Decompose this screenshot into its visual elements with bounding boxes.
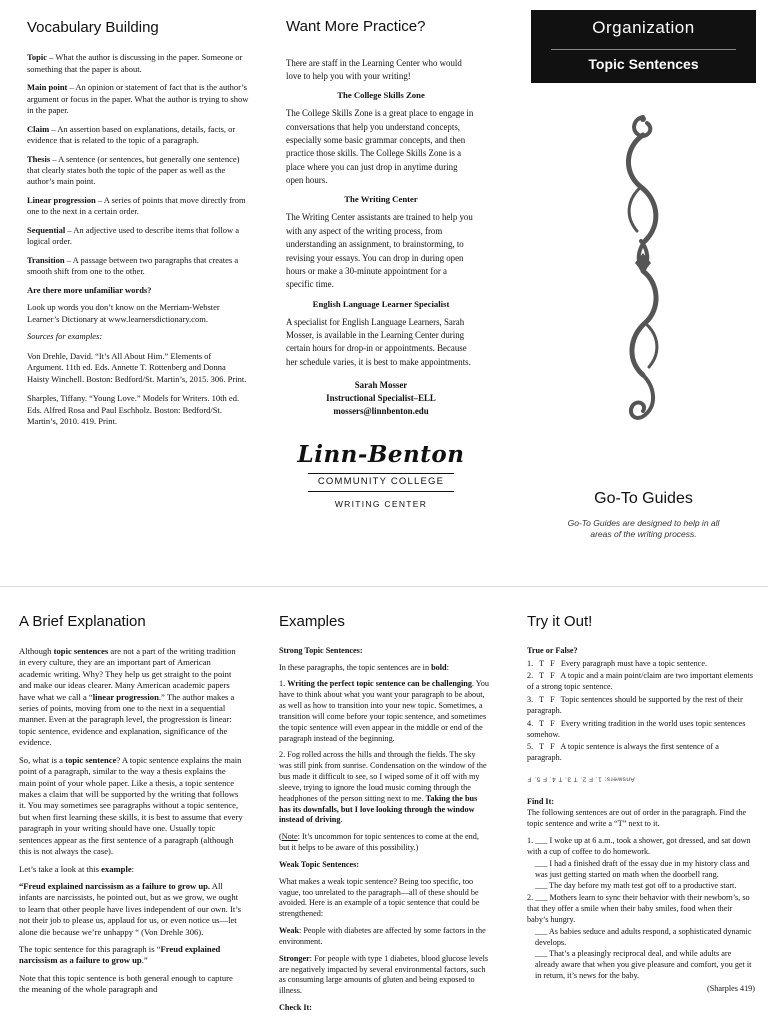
definition-item: Sequential – An adjective used to describe items that follow a logical order. [27,224,239,247]
skills-zone-text: The College Skills Zone is a great place to engage in conversations that help you understand concepts, especially some basic grammar concepts, and then practice those skills. The College Skills Zone is a place where you can just drop in anytime during open hours. [286,108,474,186]
writing-center-heading: The Writing Center [344,194,418,205]
example-note: (Note: It’s uncommon for topic sentences to come at the end, but it helps to be aware of this possibility.) [279,832,479,853]
answer-key: Answers: 1. F 2. T 3. T 4. F 5. F [527,775,635,783]
try-it-title: Try it Out! [527,613,593,630]
vocabulary-panel [27,18,249,435]
find-heading: Find It: [527,796,555,806]
find-sentence[interactable]: 2. ___ Mothers learn to sync their behavior with their newborn’s, so that they offer a smile when their baby smiles, food when their baby’s hungry. [527,893,750,924]
source-1: Von Drehle, David. “It’s All About Him.” Elements of Argument. 11th ed. Eds. Annette T. Rottenberg and Donna Haisty Winchell. Boston: Bedford/St. Martin’s, 2015. 306. Print. [27,350,247,384]
go-to-guides [531,488,756,541]
check-heading: Check It: [279,1002,312,1012]
logo-sub-text: COMMUNITY COLLEGE [308,473,454,491]
true-false-item[interactable]: 2. T F A topic and a main point/claim are two important elements of a strong topic sentence. [527,671,755,692]
find-sentence[interactable]: ___ The day before my math test got off to a productive start. [535,881,737,891]
true-false-item[interactable]: 4. T F Every writing tradition in the world uses topic sentences somehow. [527,718,748,739]
college-logo [286,438,476,511]
ell-text: A specialist for English Language Learners, Sarah Mosser, is available in the Learning Center during certain hours for drop-in or appointments. Because her schedule varies, it is best to make appointments. [286,316,471,367]
ell-heading: English Language Learner Specialist [312,298,450,309]
banner-title: Topic Sentences [551,49,736,74]
find-sentence[interactable]: ___ That’s a pleasingly reciprocal deal, and while adults are already aware that when you give pleasure and comfort, you get it in return, it’s news for the baby. [535,949,752,981]
find-intro: The following sentences are out of order in the paragraph. Find the topic sentence and write a “T” next to it. [527,808,747,829]
unfamiliar-text: Look up words you don’t know on the Merriam-Webster Learner’s Dictionary at www.learnersdictionary.com. [27,302,220,324]
logo-main-text: Linn-Benton [297,440,465,468]
example-quote: “Freud explained narcissism as a failure to grow up. All infants are narcissists, he pointed out, but as we grow, we ought to learn that other people have lives independent of our own. It’s not their job to please us, applaud for us, or even notice us—let alone die because we’re unhappy “ (Von Drehle 306). [19,880,241,937]
true-false-list [527,659,755,764]
page-divider [0,586,768,587]
stronger-example: Stronger: For people with type 1 diabetes, blood glucose levels are negatively impacted by several environmental factors, such as consuming large amounts of gluten and being exposed to illness. [279,953,489,996]
strong-heading: Strong Topic Sentences: [279,645,363,655]
explanation-title: A Brief Explanation [19,613,146,630]
examples-panel [279,612,490,1020]
find-sentence[interactable]: ___ I had a finished draft of the essay due in my history class and was just getting started on math when the doorbell rang. [535,858,750,879]
logo-writing-center: WRITING CENTER [334,498,428,509]
find-paragraph-1 [527,836,755,892]
unfamiliar-heading: Are there more unfamiliar words? [27,284,152,295]
citation: (Sharples 419) [707,983,755,993]
explanation-p1: Although topic sentences are not a part of the writing tradition in every culture, they are an important part of American academic writing. Why? They help us get straight to the point and make our ideas clearer. Many American academic papers have what we call a “linear progression.” The author makes a series of points, moving from one to the next in a sequential manner. Even at the paragraph level, the progression is linear: topic sentence, evidence and explanation, significance of the evidence. [19,645,236,748]
title-banner [531,10,756,83]
cover-panel [531,10,756,570]
contact-title: Instructional Specialist–ELL [326,393,436,404]
definition-item: Thesis – A sentence (or sentences, but generally one sentence) that clearly states both the topic of the paper as well as the author’s main point. [27,153,240,187]
vocabulary-title: Vocabulary Building [27,19,159,36]
explanation-panel [19,612,243,1002]
true-false-item[interactable]: 3. T F Topic sentences should be supported by the rest of their paragraph. [527,695,745,715]
explanation-p5: The topic sentence for this paragraph is “Freud explained narcissism as a failure to grow up.” [19,944,221,966]
example-1: 1. Writing the perfect topic sentence can be challenging. You have to think about what you want your paragraph to be about, as well as how to transition into your new topic. Sometimes, a transition will come before your topic sentence, and sometimes the topic sentence will even appear in the middle or end of the paragraph instead of the beginning. [279,679,489,743]
source-2: Sharples, Tiffany. “Young Love.” Models for Writers. 10th ed. Eds. Alfred Rosa and Paul Eschholz. Boston: Bedford/St. Martin’s, 2010. 419. Print. [27,393,240,426]
weak-heading: Weak Topic Sentences: [279,859,360,869]
definition-item: Transition – A passage between two paragraphs that creates a smooth shift from one to the other. [27,254,239,277]
writing-center-text: The Writing Center assistants are trained to help you with any aspect of the writing process, from understanding an assignment, to brainstorming, to revising your essays. You can drop in during open hours or make a 30-minute appointment for a specific time. [286,212,473,290]
definition-item: Linear progression – A series of points that move directly from one to the next in a certain order. [27,194,246,217]
contact-block [286,379,476,418]
definition-item: Main point – An opinion or statement of fact that is the author’s argument or focus in the paper. What the author is trying to show in the paper. [27,82,249,116]
explanation-p3: Let’s take a look at this example: [19,863,135,874]
strong-intro: In these paragraphs, the topic sentences are in bold: [279,662,449,672]
example-2: 2. Fog rolled across the hills and through the fields. The sky was still pink from sunrise. Condensation on the window of the bus made it difficult to see, so I wiped some of it off with my sleeve, trying to ignore the loud music coming through the headphones of the person sitting next to me. Taking the bus has its downfalls, but I love looking through the window instead of driving. [279,750,487,825]
contact-name: Sarah Mosser [354,380,408,391]
guides-title: Go-To Guides [594,490,693,507]
guides-text: Go-To Guides are designed to help in all areas of the writing process. [567,517,720,540]
definition-item: Claim – An assertion based on explanations, details, facts, or evidence that is related to the topic of a paragraph. [27,123,236,146]
weak-example: Weak: People with diabetes are affected by some factors in the environment. [279,926,486,946]
find-paragraph-2 [527,893,755,982]
flourish-ornament-icon [611,113,675,434]
contact-email[interactable]: mossers@linnbenton.edu [333,405,429,416]
banner-category: Organization [592,18,695,37]
weak-intro: What makes a weak topic sentence? Being too specific, too vague, too unrelated to the paragraph—all of these should be avoided. Here is an example of a topic sentence that could be strengthened: [279,876,480,919]
try-it-panel [527,612,755,1001]
skills-zone-heading: The College Skills Zone [337,90,425,101]
find-sentence[interactable]: ___ As babies seduce and adults respond, a sophisticated dynamic develops. [535,926,752,947]
sources-heading: Sources for examples: [27,331,103,342]
practice-intro: There are staff in the Learning Center who would love to help you with your writing! [286,57,462,81]
practice-panel [286,16,476,510]
practice-title: Want More Practice? [286,18,426,35]
definition-list [27,52,249,278]
sources-section [27,331,249,427]
true-false-item[interactable]: 1. T F Every paragraph must have a topic sentence. [527,658,707,668]
definition-item: Topic – What the author is discussing in the paper. Someone or something that the paper is about. [27,52,243,74]
true-false-item[interactable]: 5. T F A topic sentence is always the first sentence of a paragraph. [527,742,721,763]
examples-title: Examples [279,613,345,630]
explanation-p6: Note that this topic sentence is both general enough to capture the meaning of the whole paragraph and [19,972,233,995]
tf-heading: True or False? [527,645,578,655]
explanation-p2: So, what is a topic sentence? A topic sentence explains the main point of a paragraph, similar to the way a thesis explains the main point of your whole paper. Like a thesis, a topic sentence makes a claim that will be supported by the writing that follows it. You may sometimes see paragraphs without a topic sentence, but when first learning these skills, it is best to assume that every paragraph in your writing should have one. Usually topic sentences appear as the first sentence of a paragraph (although this is not always the case). [19,754,243,857]
find-sentence[interactable]: 1. ___ I woke up at 6 a.m., took a shower, got dressed, and sat down with a cup of coffee to do homework. [527,836,751,856]
